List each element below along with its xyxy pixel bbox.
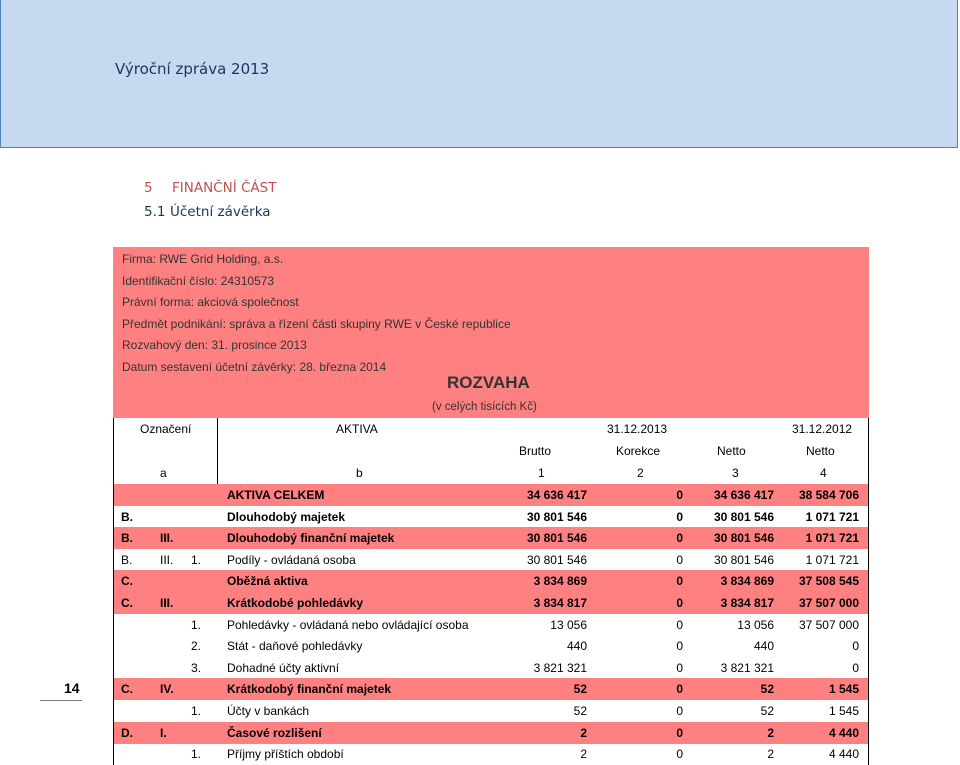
- cell-c1: B.: [121, 531, 133, 546]
- cell-netto-prev: 37 507 000: [798, 617, 859, 632]
- colcode-4: 4: [820, 466, 827, 480]
- cell-korekce: 0: [676, 660, 683, 675]
- page-number-rule: [40, 700, 82, 701]
- cell-label: Krátkodobý finanční majetek: [227, 682, 392, 697]
- colcode-a: a: [160, 466, 167, 480]
- subheader-korekce: Korekce: [616, 444, 661, 458]
- cell-brutto: 3 834 869: [533, 574, 587, 589]
- cell-netto: 34 636 417: [713, 488, 774, 502]
- cell-netto-prev: 4 440: [828, 747, 859, 762]
- table-row: [114, 635, 868, 657]
- cell-brutto: 3 821 321: [533, 660, 587, 675]
- company-id: Identifikační číslo: 24310573: [122, 274, 275, 288]
- cell-c3: 1.: [191, 747, 202, 762]
- cell-brutto: 30 801 546: [526, 509, 587, 524]
- table-row: [114, 506, 868, 528]
- cell-netto-prev: 1 071 721: [805, 509, 859, 524]
- cell-netto: 3 834 869: [720, 574, 774, 589]
- cell-netto-prev: 1 545: [828, 682, 859, 697]
- cell-brutto: 2: [580, 725, 587, 740]
- cell-brutto: 30 801 546: [526, 531, 587, 546]
- cell-c2: III.: [160, 596, 174, 610]
- table-row: [114, 592, 868, 614]
- cell-c2: IV.: [160, 682, 174, 697]
- cell-c3: 1.: [191, 704, 202, 718]
- cell-c1: C.: [121, 682, 133, 697]
- cell-netto-prev: 0: [852, 639, 859, 654]
- cell-brutto: 34 636 417: [526, 488, 587, 502]
- balance-sheet-table: [113, 418, 869, 765]
- company-legal-form: Právní forma: akciová společnost: [122, 295, 299, 309]
- cell-c1: C.: [121, 574, 133, 589]
- cell-korekce: 0: [676, 639, 683, 654]
- cell-label: Podíly - ovládaná osoba: [227, 552, 356, 567]
- subchapter-number: 5.1: [144, 204, 166, 220]
- colcode-2: 2: [637, 466, 644, 480]
- subheader-netto: Netto: [717, 444, 746, 458]
- cell-korekce: 0: [676, 725, 683, 740]
- chapter-title: FINANČNÍ ČÁST: [172, 180, 277, 196]
- table-row: [114, 614, 868, 636]
- table-row: [114, 549, 868, 571]
- report-header-band: [0, 0, 958, 148]
- cell-brutto: 13 056: [550, 617, 587, 632]
- cell-netto-prev: 1 545: [828, 704, 859, 718]
- table-colcode-row: [114, 462, 868, 484]
- cell-netto: 2: [767, 747, 774, 762]
- cell-label: Dlouhodobý finanční majetek: [227, 531, 395, 546]
- cell-brutto: 30 801 546: [526, 552, 587, 567]
- colcode-3: 3: [732, 466, 739, 480]
- cell-korekce: 0: [676, 531, 683, 546]
- cell-c1: C.: [121, 596, 133, 610]
- cell-netto: 3 834 817: [720, 596, 774, 610]
- cell-brutto: 2: [580, 747, 587, 762]
- cell-c1: D.: [121, 725, 133, 740]
- cell-brutto: 440: [566, 639, 587, 654]
- table-row: [114, 700, 868, 722]
- statement-title: ROZVAHA: [447, 373, 530, 392]
- cell-brutto: 52: [573, 682, 587, 697]
- cell-korekce: 0: [676, 682, 683, 697]
- cell-c1: B.: [121, 552, 133, 567]
- cell-netto-prev: 4 440: [828, 725, 859, 740]
- cell-c1: B.: [121, 509, 133, 524]
- cell-netto-prev: 37 507 000: [798, 596, 859, 610]
- chapter-number: 5: [144, 180, 153, 196]
- cell-label: Časové rozlišení: [227, 725, 322, 740]
- cell-netto-prev: 1 071 721: [805, 552, 859, 567]
- cell-label: Stát - daňové pohledávky: [227, 639, 363, 654]
- cell-netto: 52: [760, 682, 774, 697]
- subchapter-title: Účetní závěrka: [170, 204, 271, 220]
- cell-label: Oběžná aktiva: [227, 574, 308, 589]
- statement-units: (v celých tisících Kč): [432, 401, 537, 413]
- cell-netto: 3 821 321: [720, 660, 774, 675]
- cell-label: Krátkodobé pohledávky: [227, 596, 364, 610]
- table-row: [114, 743, 868, 765]
- compilation-date: Datum sestavení účetní závěrky: 28. března 2014: [122, 360, 387, 374]
- cell-korekce: 0: [676, 509, 683, 524]
- company-name: Firma: RWE Grid Holding, a.s.: [122, 252, 284, 266]
- cell-netto-prev: 37 508 545: [798, 574, 859, 589]
- table-row: [114, 527, 868, 549]
- subchapter-heading: [144, 204, 271, 220]
- header-aktiva: AKTIVA: [336, 422, 378, 436]
- cell-c3: 3.: [191, 660, 202, 675]
- header-date-2012: 31.12.2012: [792, 422, 853, 436]
- cell-label: AKTIVA CELKEM: [227, 488, 325, 502]
- cell-c3: 1.: [191, 552, 202, 567]
- header-oznaceni: Označení: [140, 422, 192, 436]
- colcode-b: b: [356, 466, 363, 480]
- cell-netto: 30 801 546: [713, 552, 774, 567]
- cell-label: Příjmy příštích období: [227, 747, 344, 762]
- cell-c3: 1.: [191, 617, 202, 632]
- table-row: [114, 570, 868, 592]
- cell-brutto: 52: [573, 704, 587, 718]
- cell-netto-prev: 38 584 706: [798, 488, 859, 502]
- table-row: [114, 678, 868, 700]
- cell-netto: 2: [767, 725, 774, 740]
- cell-korekce: 0: [676, 574, 683, 589]
- cell-c2: III.: [160, 531, 174, 546]
- cell-label: Pohledávky - ovládaná nebo ovládající osoba: [227, 617, 469, 632]
- table-row: [114, 484, 868, 506]
- page-number: 14: [64, 680, 80, 696]
- cell-label: Účty v bankách: [227, 704, 310, 718]
- chapter-heading: [144, 180, 276, 196]
- header-date-2013: 31.12.2013: [607, 422, 668, 436]
- cell-netto: 440: [753, 639, 774, 654]
- cell-c3: 2.: [191, 639, 202, 654]
- cell-korekce: 0: [676, 704, 683, 718]
- cell-label: Dlouhodobý majetek: [227, 509, 346, 524]
- cell-netto-prev: 0: [852, 660, 859, 675]
- table-row: [114, 722, 868, 744]
- cell-netto-prev: 1 071 721: [805, 531, 859, 546]
- table-subheader-row: [114, 440, 868, 462]
- cell-label: Dohadné účty aktivní: [227, 660, 340, 675]
- cell-c2: I.: [160, 725, 167, 740]
- cell-netto: 52: [760, 704, 774, 718]
- cell-korekce: 0: [676, 617, 683, 632]
- cell-netto: 30 801 546: [713, 531, 774, 546]
- cell-brutto: 3 834 817: [533, 596, 587, 610]
- cell-netto: 30 801 546: [713, 509, 774, 524]
- report-title: Výroční zpráva 2013: [115, 60, 270, 78]
- cell-c2: III.: [160, 552, 174, 567]
- colcode-1: 1: [538, 466, 545, 480]
- table-header-row: [114, 418, 868, 440]
- company-business: Předmět podnikání: správa a řízení části skupiny RWE v České republice: [122, 317, 511, 331]
- cell-korekce: 0: [676, 552, 683, 567]
- cell-korekce: 0: [676, 596, 683, 610]
- table-row: [114, 657, 868, 679]
- balance-date: Rozvahový den: 31. prosince 2013: [122, 338, 307, 352]
- subheader-brutto: Brutto: [519, 444, 552, 458]
- subheader-netto-prev: Netto: [806, 444, 835, 458]
- cell-korekce: 0: [676, 747, 683, 762]
- cell-korekce: 0: [676, 488, 683, 502]
- cell-netto: 13 056: [737, 617, 774, 632]
